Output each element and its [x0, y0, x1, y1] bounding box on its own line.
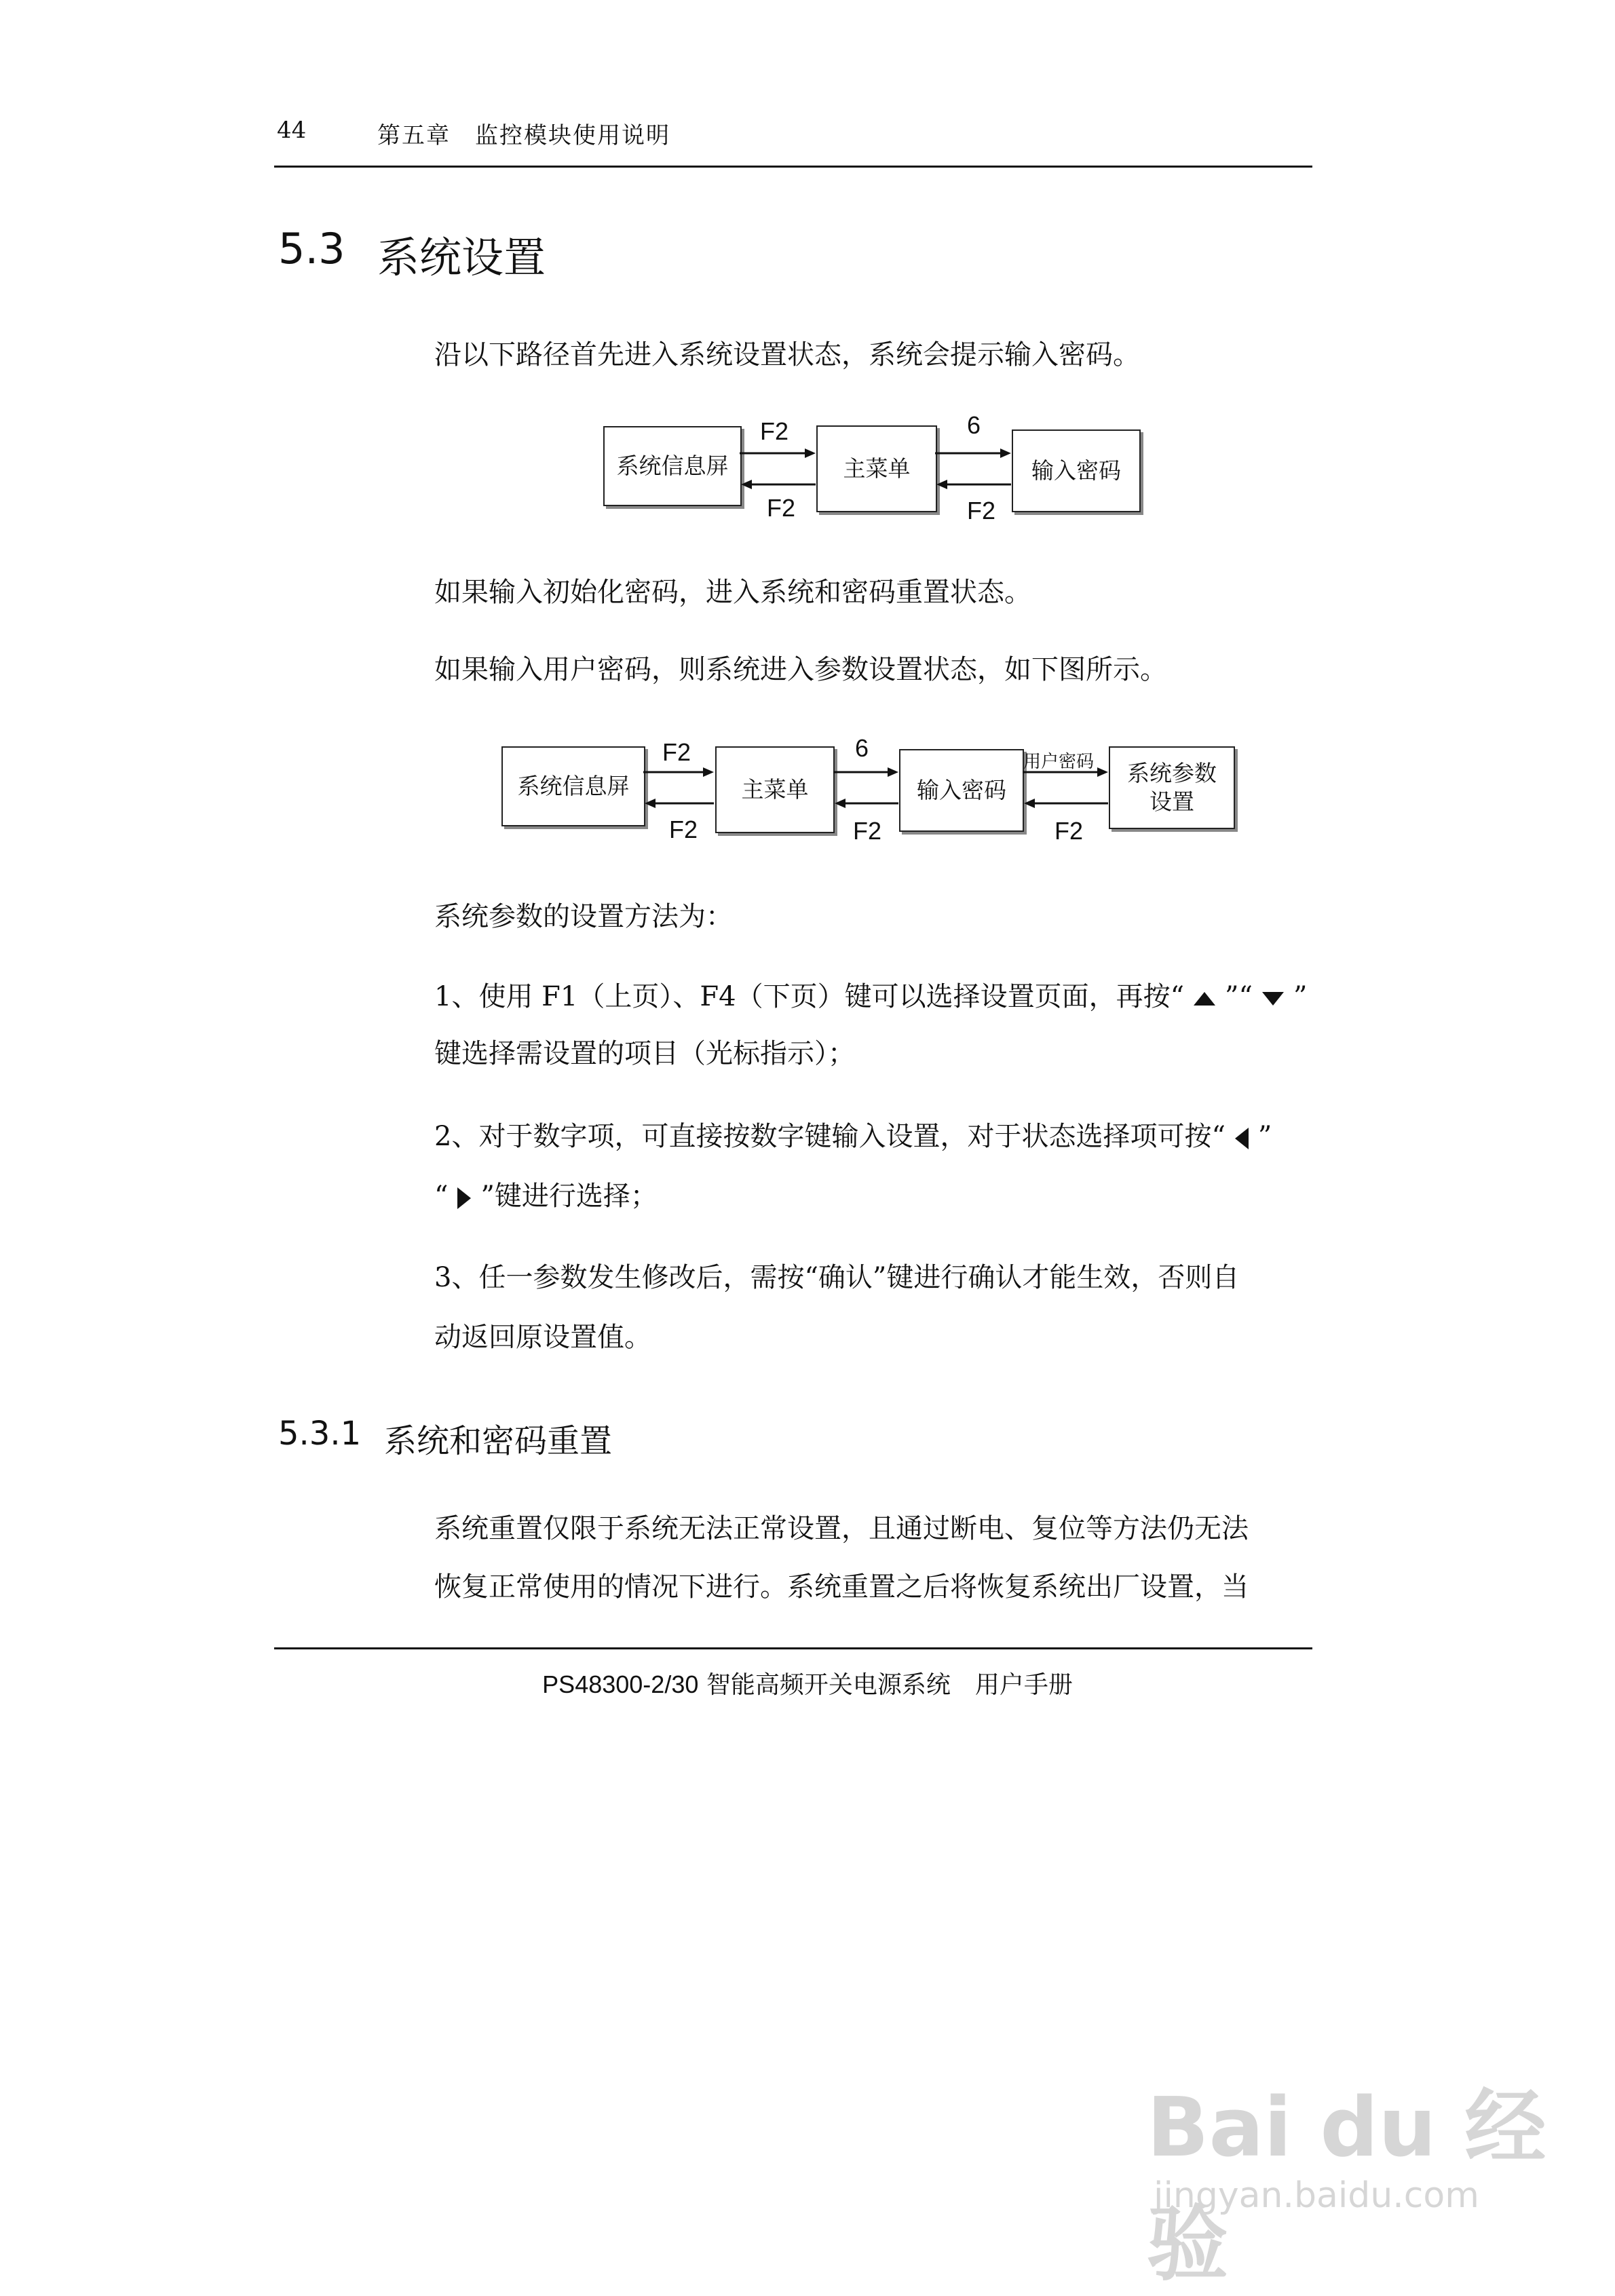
label-f2: F2 — [662, 738, 691, 766]
label-f2: F2 — [767, 494, 796, 522]
arrowhead — [1024, 799, 1035, 808]
arrowhead — [805, 448, 816, 458]
left-arrow-key-icon — [1235, 1128, 1249, 1149]
label-6: 6 — [855, 734, 869, 762]
reset-paragraph-line-2: 恢复正常使用的情况下进行。系统重置之后将恢复系统出厂设置，当 — [434, 1571, 1249, 1603]
watermark-logo: Bai du 经验 — [1147, 2081, 1546, 2292]
label-6: 6 — [967, 411, 981, 439]
label-f2: F2 — [1054, 817, 1084, 845]
arrowhead — [1000, 448, 1011, 458]
step-3-line-1: 3、任一参数发生修改后，需按“确认”键进行确认才能生效，否则自 — [434, 1262, 1240, 1293]
intro-paragraph: 沿以下路径首先进入系统设置状态，系统会提示输入密码。 — [434, 339, 1140, 370]
step-3-line-2: 动返回原设置值。 — [434, 1322, 651, 1353]
init-password-paragraph: 如果输入初始化密码，进入系统和密码重置状态。 — [434, 577, 1031, 608]
section-title: 系统设置 — [377, 233, 546, 282]
subsection-title: 系统和密码重置 — [384, 1422, 613, 1460]
step-2-line-1: 2、对于数字项，可直接按数字键输入设置，对于状态选择项可按“ ” — [434, 1121, 1272, 1152]
method-intro: 系统参数的设置方法为： — [434, 901, 733, 932]
label-f2: F2 — [967, 497, 996, 524]
chapter-title: 第五章 监控模块使用说明 — [377, 122, 670, 149]
section-number: 5.3 — [278, 224, 345, 273]
step-2-line-2: “ ”键进行选择； — [434, 1181, 658, 1212]
subsection-number: 5.3.1 — [278, 1415, 362, 1453]
box-system-info: 系统信息屏 — [603, 426, 742, 506]
arrowhead — [703, 767, 714, 777]
box-system-parameter-settings: 系统参数 设置 — [1109, 746, 1235, 829]
box-enter-password: 输入密码 — [899, 749, 1024, 832]
label-f2: F2 — [760, 417, 789, 445]
reset-paragraph-line-1: 系统重置仅限于系统无法正常设置，且通过断电、复位等方法仍无法 — [434, 1513, 1249, 1544]
label-f2: F2 — [853, 817, 882, 845]
header-rule — [274, 166, 1312, 168]
box-enter-password: 输入密码 — [1012, 429, 1141, 512]
label-f2: F2 — [669, 816, 698, 843]
label-user-password: 用户密码 — [1023, 752, 1095, 772]
right-arrow-key-icon — [457, 1187, 471, 1209]
arrowhead — [645, 799, 656, 808]
footer — [0, 1666, 1615, 1700]
user-password-paragraph: 如果输入用户密码，则系统进入参数设置状态，如下图所示。 — [434, 654, 1167, 685]
step-1-line-2: 键选择需设置的项目（光标指示）； — [434, 1038, 855, 1069]
box-main-menu: 主菜单 — [715, 746, 835, 833]
diagram-1-arrows — [597, 414, 1154, 522]
box-system-info: 系统信息屏 — [501, 746, 645, 826]
diagram-1 — [597, 411, 1154, 524]
footer-title: 智能高频开关电源系统 用户手册 — [706, 1671, 1073, 1699]
arrowhead — [741, 480, 752, 489]
arrowhead — [888, 767, 898, 777]
footer-product-code: PS48300-2/30 — [542, 1670, 699, 1698]
footer-rule — [274, 1647, 1312, 1649]
arrowhead — [835, 799, 846, 808]
diagram-2 — [495, 733, 1255, 845]
up-arrow-key-icon — [1194, 992, 1215, 1006]
page-number: 44 — [277, 117, 307, 144]
step-1-line-1: 1、使用 F1（上页）、F4（下页）键可以选择设置页面，再按“ ”“ ” — [434, 981, 1308, 1012]
watermark-url: jingyan.baidu.com — [1154, 2175, 1479, 2216]
arrowhead — [1097, 767, 1108, 777]
down-arrow-key-icon — [1262, 992, 1284, 1006]
arrowhead — [936, 480, 947, 489]
box-main-menu: 主菜单 — [816, 425, 937, 512]
